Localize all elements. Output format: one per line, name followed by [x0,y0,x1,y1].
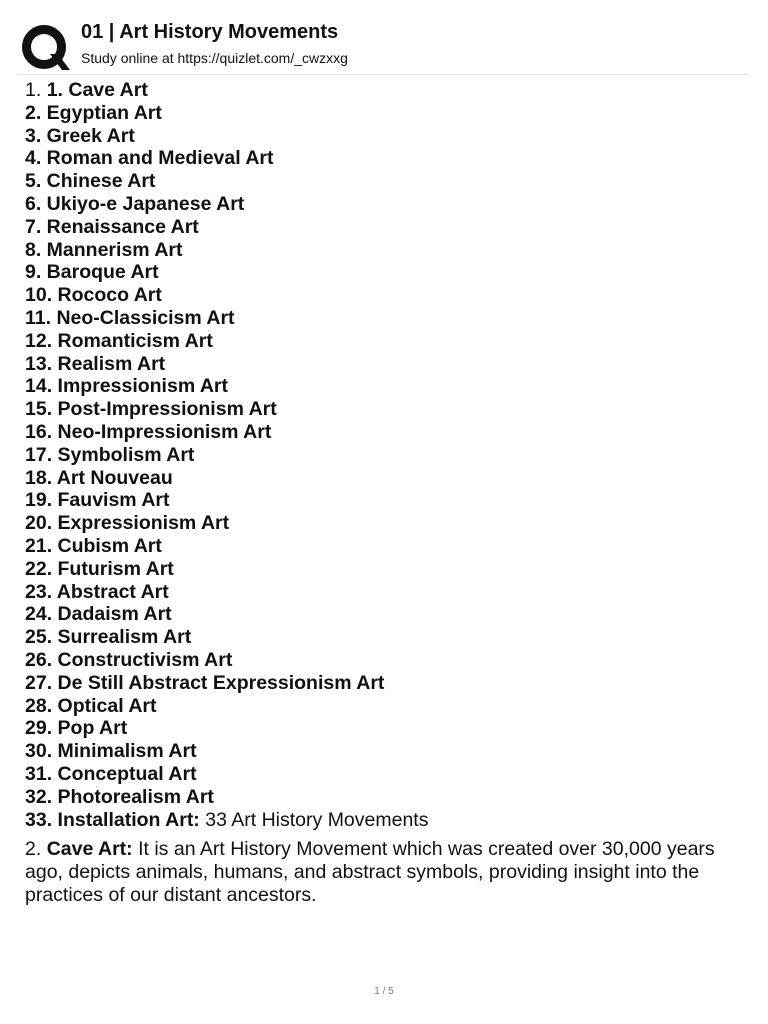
card-1-number: 1. [25,79,42,101]
movement-label: 3. Greek Art [25,124,135,147]
movement-item [25,512,740,535]
movement-item [25,581,740,604]
movement-label: 29. Pop Art [25,717,128,740]
movement-label: 19. Fauvism Art [25,489,170,512]
movement-item [25,444,740,467]
movement-label: 20. Expressionism Art [25,512,230,535]
movement-label: 21. Cubism Art [25,534,162,557]
movement-label: 25. Surrealism Art [25,626,192,649]
card-1-last-line [25,809,740,832]
movement-item [25,79,740,102]
quizlet-q-logo-icon [20,24,70,74]
movement-label: 31. Conceptual Art [25,762,197,785]
movement-label: 17. Symbolism Art [25,443,195,466]
card-2-number: 2. [25,838,42,860]
movement-item [25,102,740,125]
card-1-answer: 33 Art History Movements [205,808,429,831]
movement-item [25,284,740,307]
page-number: 1 / 5 [374,986,394,997]
movement-label: 12. Romanticism Art [25,329,213,352]
flashcard-1 [25,79,740,831]
movement-label: 8. Mannerism Art [25,238,183,261]
movement-item [25,261,740,284]
movement-label: 28. Optical Art [25,694,157,717]
movement-label: 10. Rococo Art [25,284,162,307]
movement-item [25,193,740,216]
movement-label: 15. Post-Impressionism Art [25,398,277,421]
movement-item [25,307,740,330]
movement-label: 1. Cave Art [46,79,148,101]
movement-item [25,672,740,695]
movement-item [25,216,740,239]
movement-item [25,626,740,649]
movement-item [25,330,740,353]
movement-item [25,147,740,170]
movement-item [25,740,740,763]
document-header [18,18,749,75]
movement-label: 13. Realism Art [25,352,166,375]
movement-label: 5. Chinese Art [25,170,156,193]
movement-label: 9. Baroque Art [25,261,159,284]
movement-label: 18. Art Nouveau [25,466,173,489]
movement-label: 7. Renaissance Art [25,215,199,238]
movement-item [25,717,740,740]
movement-label: 24. Dadaism Art [25,603,172,626]
movement-item [25,649,740,672]
movement-item [25,125,740,148]
movement-label: 32. Photorealism Art [25,785,214,808]
movement-item [25,421,740,444]
movement-label: 27. De Still Abstract Expressionism Art [25,671,385,694]
movement-label: 22. Futurism Art [25,557,174,580]
movement-item [25,786,740,809]
card-1-last-term: 33. Installation Art: [25,808,200,831]
card-2-answer: It is an Art History Movement which was created over 30,000 years ago, depicts animals, humans, and abstract symbols, providing insight into the practices of our distant ancestors. [25,838,715,906]
card-2-term: Cave Art: [46,838,133,860]
movement-item [25,695,740,718]
movement-item [25,467,740,490]
movement-item [25,353,740,376]
movement-item [25,170,740,193]
movement-label: 2. Egyptian Art [25,101,162,124]
movement-label: 16. Neo-Impressionism Art [25,420,272,443]
document-title: 01 | Art History Movements [81,21,339,43]
movement-label: 14. Impressionism Art [25,375,229,398]
movement-item [25,763,740,786]
movement-list [25,79,740,809]
movement-item [25,239,740,262]
study-online-link-text: Study online at https://quizlet.com/_cwzxxg [81,50,348,66]
movement-label: 30. Minimalism Art [25,740,197,763]
movement-item [25,375,740,398]
movement-item [25,558,740,581]
movement-item [25,398,740,421]
movement-item [25,603,740,626]
movement-label: 6. Ukiyo-e Japanese Art [25,192,245,215]
movement-item [25,489,740,512]
movement-label: 26. Constructivism Art [25,648,233,671]
movement-item [25,535,740,558]
flashcard-2 [25,838,740,906]
movement-label: 11. Neo-Classicism Art [25,306,235,329]
movement-label: 23. Abstract Art [25,580,169,603]
movement-label: 4. Roman and Medieval Art [25,147,274,170]
